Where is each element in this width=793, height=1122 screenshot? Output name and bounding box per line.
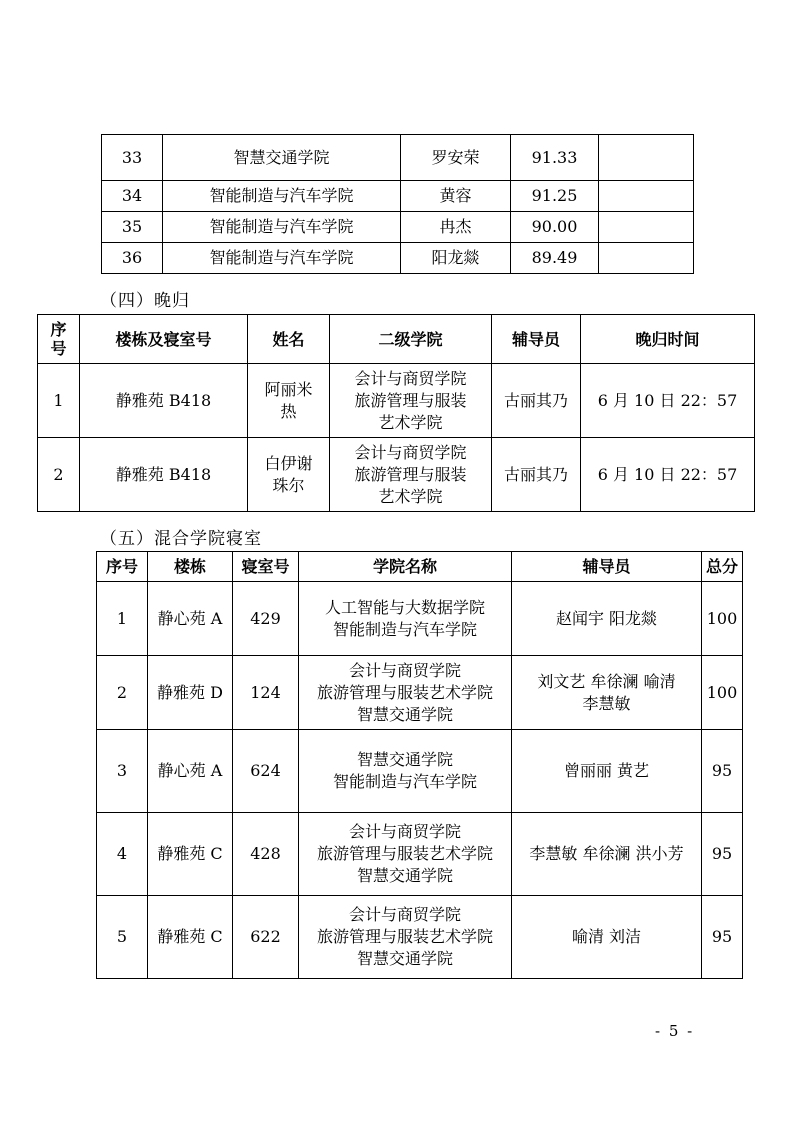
building-cell: 静雅苑 D	[148, 656, 233, 730]
late-return-table	[37, 314, 755, 512]
college-cell: 智能制造与汽车学院	[163, 243, 401, 274]
score-cell: 100	[702, 582, 743, 656]
empty-cell	[599, 212, 694, 243]
college-cell: 会计与商贸学院 旅游管理与服装艺术学院 智慧交通学院	[299, 896, 512, 979]
name-cell: 黄容	[401, 181, 511, 212]
seq-cell: 4	[97, 813, 148, 896]
seq-cell: 2	[38, 438, 80, 512]
table-row	[97, 656, 743, 730]
score-cell: 89.49	[511, 243, 599, 274]
table-row	[97, 896, 743, 979]
building-cell: 静心苑 A	[148, 582, 233, 656]
header-name: 姓名	[248, 315, 330, 364]
seq-cell: 1	[38, 364, 80, 438]
table-row	[38, 364, 755, 438]
section-heading-late-return: （四）晚归	[100, 291, 190, 311]
counselor-cell: 古丽其乃	[492, 438, 581, 512]
empty-cell	[599, 243, 694, 274]
header-return-time: 晚归时间	[581, 315, 755, 364]
counselor-cell: 李慧敏 牟徐澜 洪小芳	[512, 813, 702, 896]
table-row	[97, 582, 743, 656]
counselor-cell: 古丽其乃	[492, 364, 581, 438]
room-cell: 624	[233, 730, 299, 813]
score-cell: 95	[702, 813, 743, 896]
table-row	[102, 243, 694, 274]
table-row	[97, 813, 743, 896]
score-cell: 95	[702, 730, 743, 813]
building-cell: 静心苑 A	[148, 730, 233, 813]
score-table	[101, 134, 694, 274]
score-cell: 100	[702, 656, 743, 730]
table-header-row	[38, 315, 755, 364]
counselor-cell: 曾丽丽 黄艺	[512, 730, 702, 813]
header-score: 总分	[702, 552, 743, 582]
room-cell: 622	[233, 896, 299, 979]
college-cell: 人工智能与大数据学院 智能制造与汽车学院	[299, 582, 512, 656]
time-cell: 6 月 10 日 22：57	[581, 364, 755, 438]
college-cell: 会计与商贸学院 旅游管理与服装艺术学院 智慧交通学院	[299, 813, 512, 896]
table-row	[102, 212, 694, 243]
seq-cell: 2	[97, 656, 148, 730]
table-row	[102, 135, 694, 181]
score-cell: 90.00	[511, 212, 599, 243]
name-cell: 冉杰	[401, 212, 511, 243]
header-counselor: 辅导员	[512, 552, 702, 582]
empty-cell	[599, 135, 694, 181]
seq-cell: 5	[97, 896, 148, 979]
room-cell: 428	[233, 813, 299, 896]
header-seq: 序号	[97, 552, 148, 582]
header-building-room: 楼栋及寝室号	[80, 315, 248, 364]
counselor-cell: 刘文艺 牟徐澜 喻清 李慧敏	[512, 656, 702, 730]
score-cell: 95	[702, 896, 743, 979]
counselor-cell: 赵闻宇 阳龙燚	[512, 582, 702, 656]
empty-cell	[599, 181, 694, 212]
room-cell: 124	[233, 656, 299, 730]
college-cell: 智能制造与汽车学院	[163, 212, 401, 243]
room-cell: 静雅苑 B418	[80, 438, 248, 512]
room-cell: 429	[233, 582, 299, 656]
seq-cell: 36	[102, 243, 163, 274]
name-cell: 阳龙燚	[401, 243, 511, 274]
header-room: 寝室号	[233, 552, 299, 582]
college-cell: 会计与商贸学院 旅游管理与服装 艺术学院	[330, 438, 492, 512]
mixed-dorm-table	[96, 551, 743, 979]
building-cell: 静雅苑 C	[148, 896, 233, 979]
seq-cell: 35	[102, 212, 163, 243]
page-number: - 5 -	[655, 1022, 695, 1040]
header-college: 学院名称	[299, 552, 512, 582]
header-seq: 序 号	[38, 315, 80, 364]
name-cell: 白伊谢 珠尔	[248, 438, 330, 512]
score-cell: 91.25	[511, 181, 599, 212]
score-cell: 91.33	[511, 135, 599, 181]
seq-cell: 33	[102, 135, 163, 181]
name-cell: 阿丽米 热	[248, 364, 330, 438]
table-row	[38, 438, 755, 512]
college-cell: 会计与商贸学院 旅游管理与服装 艺术学院	[330, 364, 492, 438]
table-row	[102, 181, 694, 212]
header-building: 楼栋	[148, 552, 233, 582]
seq-cell: 3	[97, 730, 148, 813]
header-counselor: 辅导员	[492, 315, 581, 364]
time-cell: 6 月 10 日 22：57	[581, 438, 755, 512]
college-cell: 智慧交通学院 智能制造与汽车学院	[299, 730, 512, 813]
name-cell: 罗安荣	[401, 135, 511, 181]
section-heading-mixed-dorms: （五）混合学院寝室	[100, 529, 262, 549]
table-row	[97, 730, 743, 813]
header-college: 二级学院	[330, 315, 492, 364]
college-cell: 会计与商贸学院 旅游管理与服装艺术学院 智慧交通学院	[299, 656, 512, 730]
college-cell: 智能制造与汽车学院	[163, 181, 401, 212]
college-cell: 智慧交通学院	[163, 135, 401, 181]
table-header-row	[97, 552, 743, 582]
seq-cell: 34	[102, 181, 163, 212]
building-cell: 静雅苑 C	[148, 813, 233, 896]
seq-cell: 1	[97, 582, 148, 656]
counselor-cell: 喻清 刘洁	[512, 896, 702, 979]
room-cell: 静雅苑 B418	[80, 364, 248, 438]
